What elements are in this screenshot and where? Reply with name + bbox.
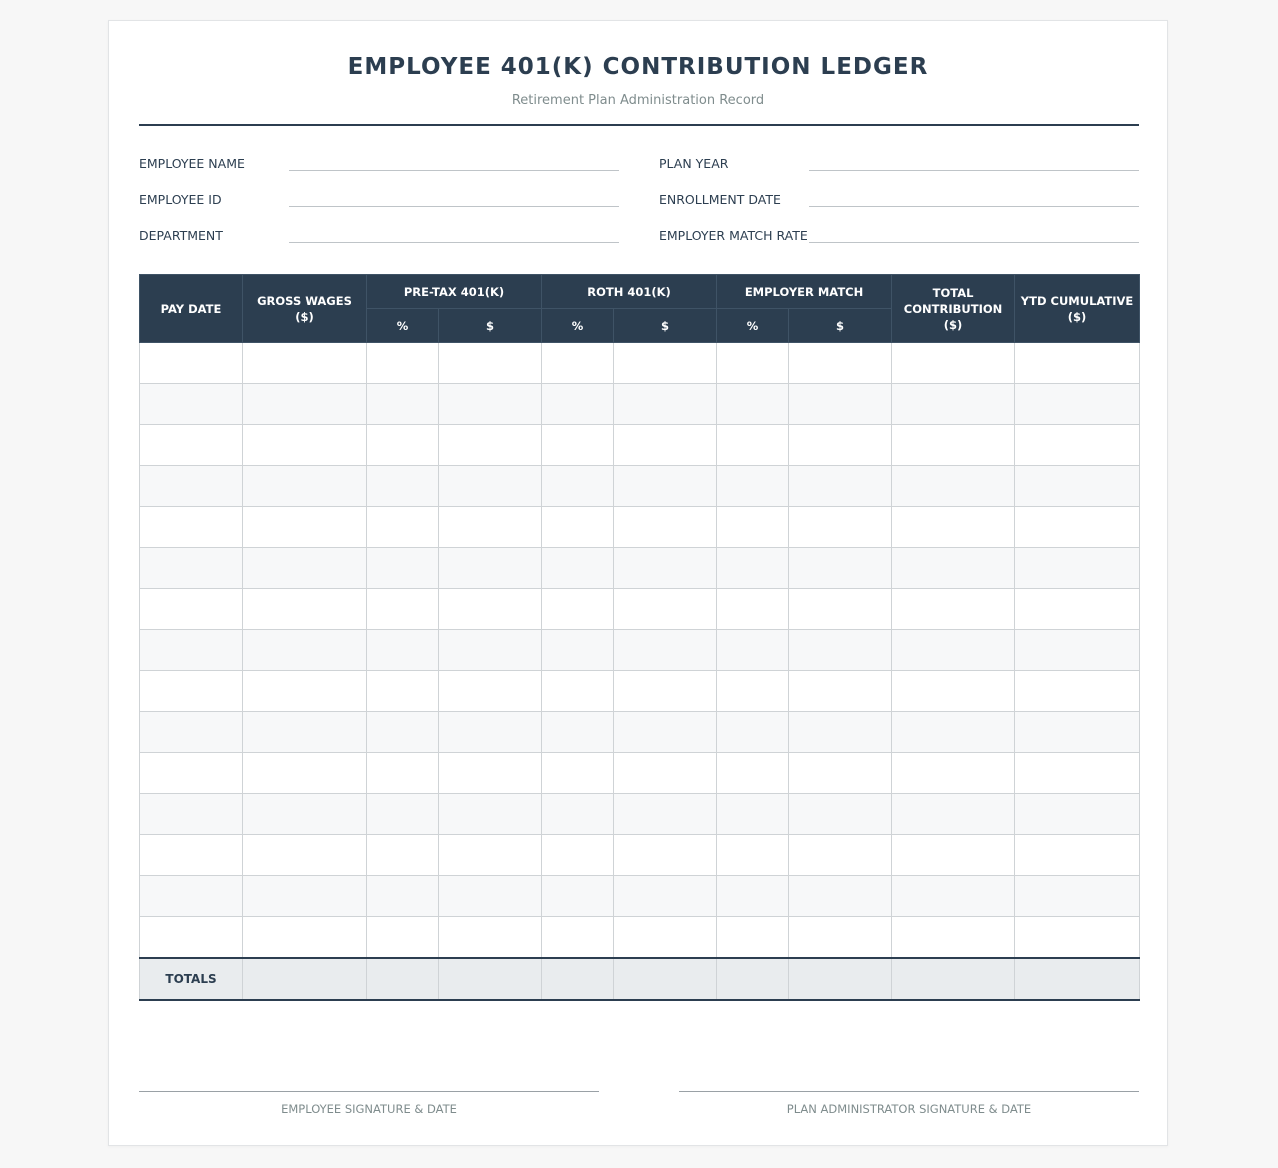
table-row — [140, 630, 1140, 671]
table-cell[interactable] — [243, 548, 367, 589]
totals-cell[interactable] — [614, 958, 717, 1000]
table-cell[interactable] — [789, 507, 892, 548]
table-cell[interactable] — [789, 548, 892, 589]
col-group-employer-match: EMPLOYER MATCH — [717, 275, 892, 309]
table-row — [140, 876, 1140, 917]
table-cell[interactable] — [892, 589, 1015, 630]
table-row — [140, 794, 1140, 835]
table-cell[interactable] — [243, 589, 367, 630]
table-cell[interactable] — [1015, 425, 1140, 466]
table-cell[interactable] — [717, 712, 789, 753]
table-cell[interactable] — [367, 630, 439, 671]
page-subtitle: Retirement Plan Administration Record — [511, 93, 765, 108]
table-cell[interactable] — [717, 630, 789, 671]
table-cell[interactable] — [243, 671, 367, 712]
department-input-line[interactable] — [289, 242, 619, 243]
table-cell[interactable] — [717, 384, 789, 425]
table-cell[interactable] — [542, 466, 614, 507]
table-cell[interactable] — [140, 712, 243, 753]
table-row — [140, 343, 1140, 384]
table-cell[interactable] — [789, 589, 892, 630]
table-cell[interactable] — [140, 343, 243, 384]
table-cell[interactable] — [140, 630, 243, 671]
table-cell[interactable] — [892, 712, 1015, 753]
table-row — [140, 835, 1140, 876]
table-cell[interactable] — [892, 548, 1015, 589]
table-cell[interactable] — [717, 876, 789, 917]
table-row — [140, 753, 1140, 794]
table-cell[interactable] — [243, 425, 367, 466]
employee-name-input-line[interactable] — [289, 170, 619, 171]
table-cell[interactable] — [367, 548, 439, 589]
col-group-pretax: PRE-TAX 401(K) — [367, 275, 542, 309]
table-cell[interactable] — [243, 384, 367, 425]
table-cell[interactable] — [542, 384, 614, 425]
table-cell[interactable] — [717, 835, 789, 876]
employee-signature-line[interactable] — [139, 1091, 599, 1092]
table-cell[interactable] — [140, 835, 243, 876]
table-cell[interactable] — [367, 794, 439, 835]
plan-year-label: PLAN YEAR — [659, 156, 729, 171]
employer-match-rate-label: EMPLOYER MATCH RATE — [659, 228, 808, 243]
table-cell[interactable] — [892, 343, 1015, 384]
table-cell[interactable] — [789, 343, 892, 384]
table-row — [140, 425, 1140, 466]
table-cell[interactable] — [439, 548, 542, 589]
contribution-ledger-table — [139, 274, 1140, 1001]
table-cell[interactable] — [367, 466, 439, 507]
table-cell[interactable] — [717, 753, 789, 794]
table-row — [140, 671, 1140, 712]
table-cell[interactable] — [1015, 507, 1140, 548]
table-row — [140, 548, 1140, 589]
totals-cell[interactable] — [542, 958, 614, 1000]
table-cell[interactable] — [1015, 343, 1140, 384]
table-cell[interactable] — [1015, 671, 1140, 712]
table-cell[interactable] — [789, 466, 892, 507]
table-cell[interactable] — [140, 507, 243, 548]
table-cell[interactable] — [439, 384, 542, 425]
department-field[interactable] — [139, 224, 619, 248]
table-cell[interactable] — [614, 466, 717, 507]
totals-cell[interactable] — [439, 958, 542, 1000]
table-cell[interactable] — [614, 384, 717, 425]
employee-id-label: EMPLOYEE ID — [139, 192, 222, 207]
table-cell[interactable] — [243, 630, 367, 671]
administrator-signature-line[interactable] — [679, 1091, 1139, 1092]
table-cell[interactable] — [439, 671, 542, 712]
administrator-signature-block[interactable] — [679, 1091, 1139, 1116]
table-cell[interactable] — [542, 753, 614, 794]
table-cell[interactable] — [439, 712, 542, 753]
totals-cell[interactable] — [367, 958, 439, 1000]
table-cell[interactable] — [614, 630, 717, 671]
table-cell[interactable] — [243, 712, 367, 753]
table-cell[interactable] — [892, 876, 1015, 917]
table-cell[interactable] — [614, 671, 717, 712]
table-cell[interactable] — [717, 671, 789, 712]
table-cell[interactable] — [140, 466, 243, 507]
header-divider — [139, 124, 1139, 126]
table-cell[interactable] — [717, 507, 789, 548]
employer-match-rate-field[interactable] — [659, 224, 1139, 248]
table-cell[interactable] — [243, 343, 367, 384]
table-cell[interactable] — [892, 466, 1015, 507]
table-cell[interactable] — [1015, 589, 1140, 630]
table-cell[interactable] — [892, 507, 1015, 548]
totals-cell[interactable] — [1015, 958, 1140, 1000]
table-cell[interactable] — [243, 835, 367, 876]
table-cell[interactable] — [439, 794, 542, 835]
table-cell[interactable] — [439, 425, 542, 466]
table-cell[interactable] — [789, 425, 892, 466]
table-cell[interactable] — [789, 835, 892, 876]
table-cell[interactable] — [439, 917, 542, 959]
plan-year-field[interactable] — [659, 152, 1139, 176]
table-row — [140, 712, 1140, 753]
table-row — [140, 384, 1140, 425]
table-cell[interactable] — [367, 835, 439, 876]
table-row — [140, 917, 1140, 959]
employer-match-rate-input-line[interactable] — [809, 242, 1139, 243]
table-cell[interactable] — [243, 753, 367, 794]
employee-id-input-line[interactable] — [289, 206, 619, 207]
table-cell[interactable] — [789, 712, 892, 753]
table-cell[interactable] — [892, 753, 1015, 794]
employee-signature-block[interactable] — [139, 1091, 599, 1116]
col-pretax-dollar: $ — [439, 309, 542, 343]
table-cell[interactable] — [717, 917, 789, 959]
col-roth-percent: % — [542, 309, 614, 343]
table-cell[interactable] — [614, 712, 717, 753]
table-cell[interactable] — [1015, 548, 1140, 589]
table-cell[interactable] — [243, 507, 367, 548]
table-cell[interactable] — [789, 671, 892, 712]
col-total-contribution: TOTAL CONTRIBUTION ($) — [892, 275, 1015, 343]
table-cell[interactable] — [717, 794, 789, 835]
table-cell[interactable] — [140, 384, 243, 425]
table-cell[interactable] — [542, 917, 614, 959]
col-gross-wages: GROSS WAGES ($) — [243, 275, 367, 343]
table-cell[interactable] — [789, 876, 892, 917]
table-cell[interactable] — [140, 794, 243, 835]
table-cell[interactable] — [892, 425, 1015, 466]
table-cell[interactable] — [367, 876, 439, 917]
table-cell[interactable] — [243, 876, 367, 917]
table-cell[interactable] — [243, 794, 367, 835]
table-cell[interactable] — [1015, 794, 1140, 835]
table-cell[interactable] — [1015, 835, 1140, 876]
totals-cell[interactable] — [243, 958, 367, 1000]
table-cell[interactable] — [614, 794, 717, 835]
employee-name-label: EMPLOYEE NAME — [139, 156, 245, 171]
table-cell[interactable] — [367, 507, 439, 548]
table-cell[interactable] — [367, 712, 439, 753]
table-cell[interactable] — [1015, 876, 1140, 917]
table-cell[interactable] — [542, 343, 614, 384]
table-cell[interactable] — [367, 917, 439, 959]
table-cell[interactable] — [542, 425, 614, 466]
table-cell[interactable] — [614, 753, 717, 794]
table-cell[interactable] — [439, 630, 542, 671]
table-cell[interactable] — [140, 671, 243, 712]
col-pay-date: PAY DATE — [140, 275, 243, 343]
enrollment-date-label: ENROLLMENT DATE — [659, 192, 781, 207]
department-label: DEPARTMENT — [139, 228, 223, 243]
employee-id-field[interactable] — [139, 188, 619, 212]
table-cell[interactable] — [892, 671, 1015, 712]
col-roth-dollar: $ — [614, 309, 717, 343]
table-cell[interactable] — [614, 835, 717, 876]
table-cell[interactable] — [614, 589, 717, 630]
table-cell[interactable] — [789, 630, 892, 671]
table-cell[interactable] — [367, 671, 439, 712]
table-cell[interactable] — [717, 548, 789, 589]
table-cell[interactable] — [542, 548, 614, 589]
totals-row — [140, 958, 1140, 1000]
table-cell[interactable] — [542, 630, 614, 671]
table-cell[interactable] — [140, 876, 243, 917]
table-cell[interactable] — [892, 835, 1015, 876]
employee-signature-label: EMPLOYEE SIGNATURE & DATE — [281, 1102, 457, 1116]
table-cell[interactable] — [243, 917, 367, 959]
ledger-sheet — [108, 20, 1168, 1146]
table-cell[interactable] — [542, 835, 614, 876]
table-cell[interactable] — [140, 753, 243, 794]
table-cell[interactable] — [439, 589, 542, 630]
enrollment-date-input-line[interactable] — [809, 206, 1139, 207]
table-cell[interactable] — [439, 876, 542, 917]
enrollment-date-field[interactable] — [659, 188, 1139, 212]
table-cell[interactable] — [614, 343, 717, 384]
plan-year-input-line[interactable] — [809, 170, 1139, 171]
table-cell[interactable] — [140, 425, 243, 466]
table-cell[interactable] — [892, 630, 1015, 671]
table-cell[interactable] — [789, 794, 892, 835]
totals-label: TOTALS — [140, 958, 243, 1000]
table-cell[interactable] — [789, 753, 892, 794]
table-cell[interactable] — [439, 343, 542, 384]
table-cell[interactable] — [892, 794, 1015, 835]
table-cell[interactable] — [892, 384, 1015, 425]
table-cell[interactable] — [1015, 712, 1140, 753]
table-cell[interactable] — [367, 753, 439, 794]
table-cell[interactable] — [542, 671, 614, 712]
col-match-percent: % — [717, 309, 789, 343]
table-row — [140, 507, 1140, 548]
table-cell[interactable] — [717, 425, 789, 466]
table-cell[interactable] — [789, 384, 892, 425]
table-cell[interactable] — [367, 343, 439, 384]
table-cell[interactable] — [614, 425, 717, 466]
table-cell[interactable] — [140, 589, 243, 630]
table-cell[interactable] — [614, 917, 717, 959]
col-match-dollar: $ — [789, 309, 892, 343]
col-ytd-cumulative: YTD CUMULATIVE ($) — [1015, 275, 1140, 343]
table-row — [140, 589, 1140, 630]
col-group-roth: ROTH 401(K) — [542, 275, 717, 309]
table-cell[interactable] — [614, 507, 717, 548]
table-cell[interactable] — [1015, 917, 1140, 959]
table-cell[interactable] — [789, 917, 892, 959]
table-cell[interactable] — [892, 917, 1015, 959]
table-cell[interactable] — [367, 425, 439, 466]
table-cell[interactable] — [367, 589, 439, 630]
table-cell[interactable] — [614, 548, 717, 589]
table-cell[interactable] — [1015, 630, 1140, 671]
table-cell[interactable] — [140, 548, 243, 589]
table-cell[interactable] — [439, 753, 542, 794]
table-cell[interactable] — [717, 589, 789, 630]
table-cell[interactable] — [542, 794, 614, 835]
table-cell[interactable] — [614, 876, 717, 917]
administrator-signature-label: PLAN ADMINISTRATOR SIGNATURE & DATE — [786, 1102, 1032, 1116]
table-cell[interactable] — [367, 384, 439, 425]
totals-cell[interactable] — [789, 958, 892, 1000]
page-title: EMPLOYEE 401(K) CONTRIBUTION LEDGER — [347, 54, 929, 80]
table-cell[interactable] — [717, 466, 789, 507]
table-cell[interactable] — [243, 466, 367, 507]
employee-name-field[interactable] — [139, 152, 619, 176]
table-cell[interactable] — [439, 507, 542, 548]
totals-cell[interactable] — [892, 958, 1015, 1000]
table-cell[interactable] — [439, 466, 542, 507]
table-cell[interactable] — [717, 343, 789, 384]
table-cell[interactable] — [1015, 753, 1140, 794]
ledger-body — [140, 343, 1140, 959]
table-cell[interactable] — [542, 876, 614, 917]
table-row — [140, 466, 1140, 507]
col-pretax-percent: % — [367, 309, 439, 343]
table-cell[interactable] — [1015, 466, 1140, 507]
totals-cell[interactable] — [717, 958, 789, 1000]
table-cell[interactable] — [1015, 384, 1140, 425]
table-cell[interactable] — [542, 712, 614, 753]
table-cell[interactable] — [140, 917, 243, 959]
table-cell[interactable] — [542, 507, 614, 548]
table-cell[interactable] — [439, 835, 542, 876]
table-cell[interactable] — [542, 589, 614, 630]
